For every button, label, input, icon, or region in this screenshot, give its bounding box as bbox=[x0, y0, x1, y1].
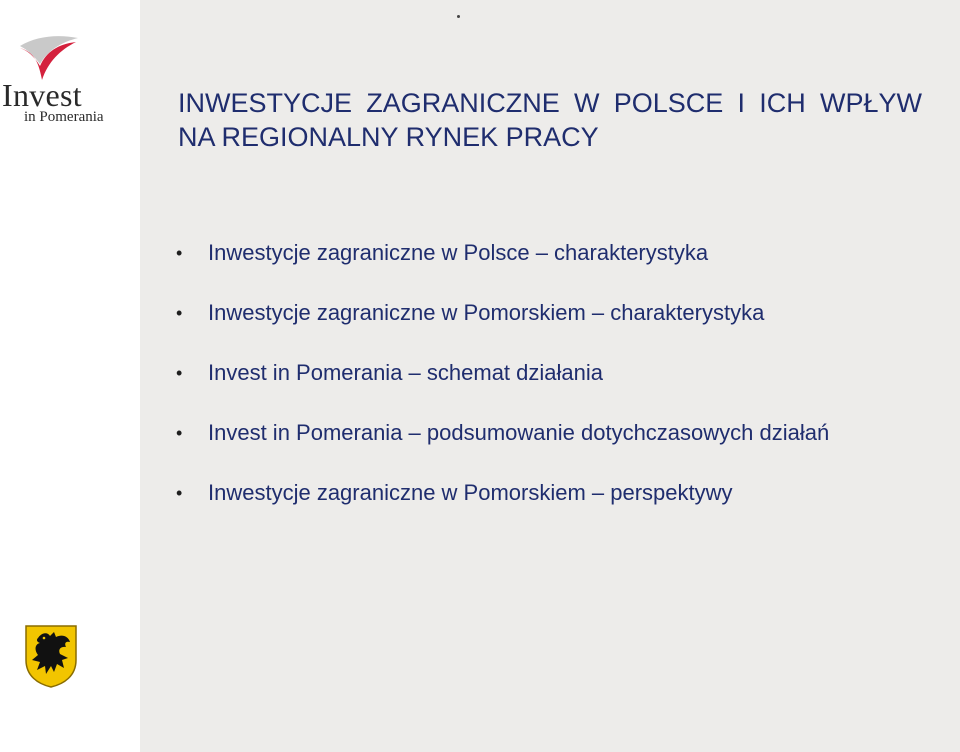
bullet-marker: • bbox=[176, 303, 183, 323]
pomeranian-griffin-crest-icon bbox=[24, 624, 78, 688]
list-item-text: Inwestycje zagraniczne w Pomorskiem – charakterystyka bbox=[208, 300, 765, 325]
list-item-text: Inwestycje zagraniczne w Pomorskiem – perspektywy bbox=[208, 480, 733, 505]
list-item-text: Invest in Pomerania – schemat działania bbox=[208, 360, 603, 385]
bullet-marker: • bbox=[176, 243, 183, 263]
logo-swoosh-icon bbox=[18, 34, 80, 82]
bullet-marker: • bbox=[176, 483, 183, 503]
list-item bbox=[174, 356, 829, 416]
list-item bbox=[174, 476, 829, 536]
list-item bbox=[174, 296, 829, 356]
agenda-list bbox=[174, 236, 829, 536]
slide-title: INWESTYCJE ZAGRANICZNE W POLSCE I ICH WPŁYW NA REGIONALNY RYNEK PRACY bbox=[178, 88, 922, 152]
logo-subtitle: in Pomerania bbox=[24, 109, 104, 125]
logo-word: Invest bbox=[2, 77, 83, 113]
list-item bbox=[174, 236, 829, 296]
bullet-marker: • bbox=[176, 423, 183, 443]
list-item-text: Inwestycje zagraniczne w Polsce – charakterystyka bbox=[208, 240, 709, 265]
bullet-marker: • bbox=[176, 363, 183, 383]
list-item bbox=[174, 416, 829, 476]
stray-dot bbox=[457, 15, 460, 18]
list-item-text: Invest in Pomerania – podsumowanie dotychczasowych działań bbox=[208, 420, 830, 445]
sidebar bbox=[0, 0, 140, 752]
invest-in-pomerania-logo bbox=[0, 30, 140, 130]
